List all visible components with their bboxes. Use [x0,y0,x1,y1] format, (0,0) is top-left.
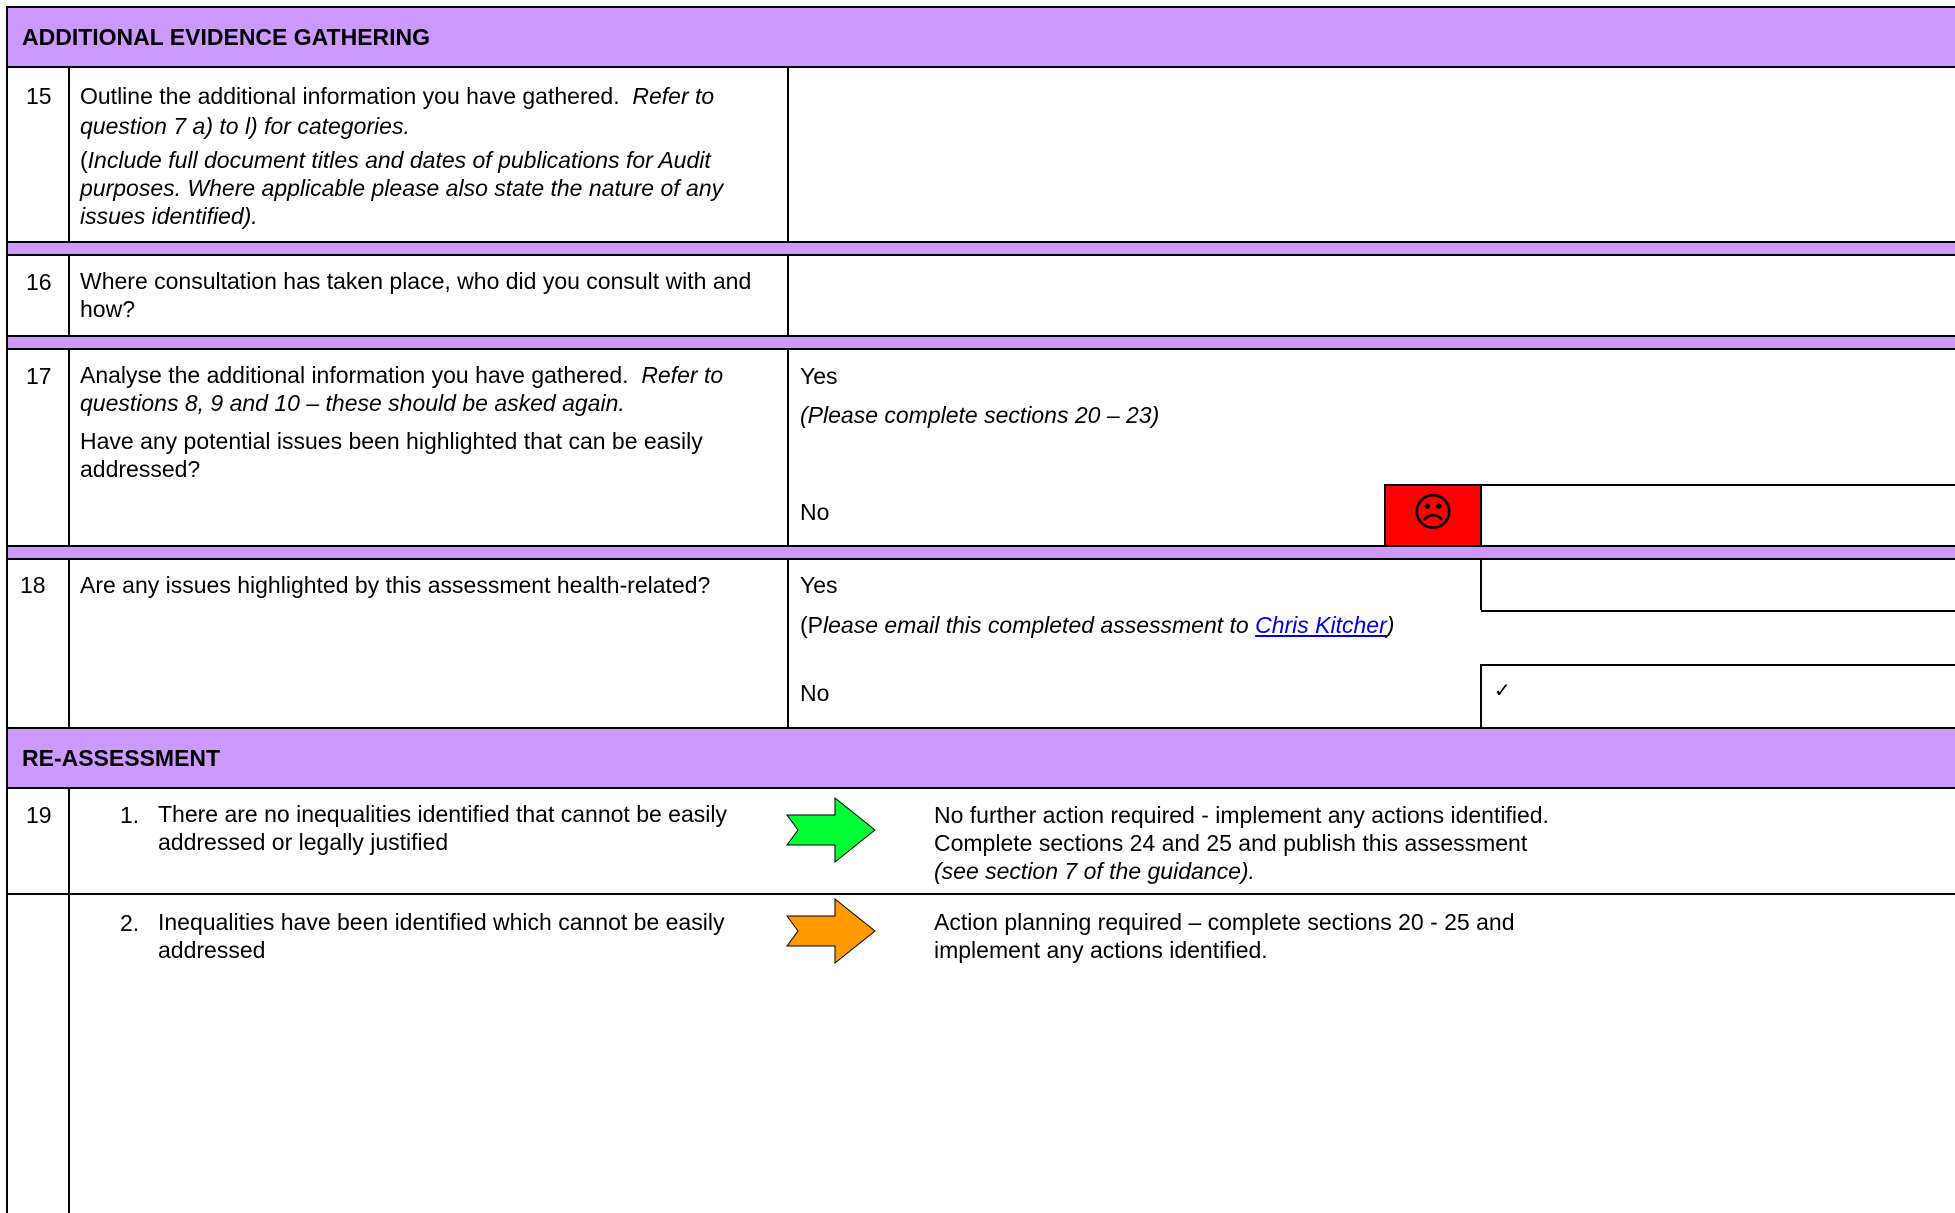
separator-strip [6,336,1955,348]
row-number: 18 [20,572,46,598]
item-1-result-text: No further action required - implement any actions identified. Complete sections 24 and 25 and publish this assessment [934,802,1549,856]
arrow-right-icon [786,797,876,863]
question-15-note [80,146,780,230]
table-border [6,6,8,1213]
arrow-right-icon [786,898,876,964]
row-number: 19 [26,802,52,828]
table-border [6,727,1955,729]
table-border [787,254,789,336]
option-yes-note: (Please complete sections 20 – 23) [800,402,1160,428]
question-18-text: Are any issues highlighted by this assessment health-related? [80,572,711,598]
section-title-additional-evidence: ADDITIONAL EVIDENCE GATHERING [22,24,431,50]
item-number: 2. [120,910,140,936]
table-border [787,348,789,546]
question-15-line1: Outline the additional information you have gathered. [80,83,620,109]
question-17-line2: Have any potential issues been highlighted that can be easily addressed? [80,428,703,482]
sad-face-icon: ☹ [1412,491,1454,535]
item-1-result [934,801,1554,885]
table-border [6,6,1955,8]
table-border [68,348,70,546]
item-1-result-italic: (see section 7 of the guidance). [934,858,1255,884]
box-border [1480,664,1482,728]
question-15-text [80,81,770,141]
table-border [6,254,1955,256]
email-note [800,610,1394,640]
box-border [1480,484,1482,546]
table-border [6,348,1955,350]
option-yes[interactable]: Yes [800,572,838,598]
question-17-line1-italic: Refer to questions 8, 9 and 10 – these should be asked again. [80,362,724,416]
table-border [6,893,1955,895]
table-border [6,241,1955,243]
row-number: 17 [26,363,52,389]
table-border [787,558,789,728]
option-no[interactable]: No [800,680,830,706]
question-17-text [80,361,770,417]
box-border [1384,484,1955,486]
table-border [6,545,1955,547]
item-2-text: Inequalities have been identified which cannot be easily addressed [158,909,725,963]
item-2-result: Action planning required – complete sections 20 - 25 and implement any actions identified. [934,909,1515,963]
row-number: 16 [26,269,52,295]
row-number: 15 [26,83,52,109]
contact-link[interactable]: Chris Kitcher [1255,612,1387,638]
box-border [1481,610,1955,612]
question-15-note-italic: Include full document titles and dates of publications for Audit purposes. Where applicable please also state the nature of any issues identified). [80,147,724,229]
question-17-line1: Analyse the additional information you have gathered. [80,362,629,388]
email-note-italic: lease email this completed assessment to [823,612,1256,638]
table-border [6,335,1955,337]
question-15-note-open: ( [80,147,88,173]
box-border [1481,664,1955,666]
question-15-line1-italic: Refer to question 7 a) to l) for categories. [80,83,715,139]
section-header-reassessment [6,728,1955,788]
table-border [6,66,1955,68]
table-border [68,787,70,1213]
option-yes[interactable]: Yes [800,363,838,389]
email-note-prefix: (P [800,612,823,638]
table-border [787,66,789,242]
box-border [1384,484,1386,546]
option-no[interactable]: No [800,499,830,525]
separator-strip [6,546,1955,558]
item-number: 1. [120,802,140,828]
table-border [6,787,1955,789]
table-border [68,254,70,336]
table-border [68,66,70,242]
email-note-suffix: ) [1386,612,1395,638]
table-border [68,558,70,728]
separator-strip [6,242,1955,254]
section-title-reassessment: RE-ASSESSMENT [22,745,221,771]
check-mark-icon: ✓ [1494,680,1511,702]
question-16-text: Where consultation has taken place, who did you consult with and how? [80,268,752,322]
item-1-text: There are no inequalities identified that cannot be easily addressed or legally justified [158,801,727,855]
yes-checkbox[interactable] [1482,558,1955,610]
